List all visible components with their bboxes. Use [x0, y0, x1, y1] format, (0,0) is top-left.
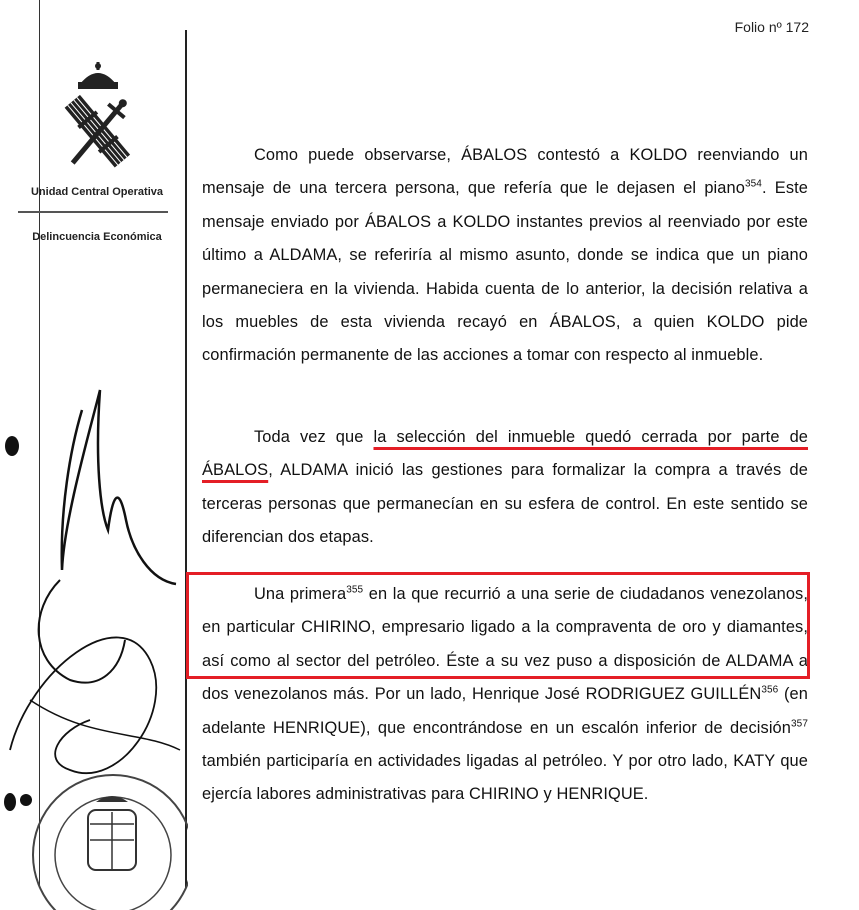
unit-title: Unidad Central Operativa: [30, 186, 164, 198]
paragraph-1-text-a: Como puede observarse, ÁBALOS contestó a KOLDO reenviando un mensaje de una tercera persona, que refería que le dejasen el piano: [202, 146, 808, 198]
footnote-ref-357[interactable]: 357: [791, 718, 808, 730]
footnote-ref-356[interactable]: 356: [761, 684, 779, 696]
footnote-ref-354[interactable]: 354: [744, 178, 762, 190]
paragraph-3-text-d: también participaría en actividades ligadas al petróleo. Y por otro lado, KATY que ejercía labores administrativas para CHIRINO y HENRIQUE.: [202, 752, 808, 804]
paragraph-3-text-a: Una primera: [254, 585, 347, 603]
paragraph-3-text-c: (en adelante HENRIQUE), que encontrándose en un escalón inferior de decisión: [202, 685, 808, 737]
unit-subtitle: Delincuencia Económica: [32, 231, 162, 243]
underlined-highlight: la selección del inmueble quedó cerrada por parte de ÁBALOS: [202, 428, 809, 480]
sidebar-header-divider: [18, 211, 168, 213]
paragraph-1-text-b: . Este mensaje enviado por ÁBALOS a KOLDO instantes previos al reenviado por este último a ALDAMA, se referiría al mismo asunto, donde se indica que un piano permaneciera en la vivienda. Habida cuenta de lo anterior, la decisión relativa a los muebles de esta vivienda recayó en ÁBALOS, a quien KOLDO pide confirmación permanente de las acciones a tomar con respecto al inmueble.: [202, 179, 808, 365]
paragraph-2-text-b: , ALDAMA inició las gestiones para formalizar la compra a través de terceras personas que permanecían en su esfera de control. En este sentido se diferencian dos etapas.: [202, 461, 808, 547]
folio-number: Folio nº 172: [734, 19, 809, 35]
footnote-ref-355[interactable]: 355: [346, 584, 364, 596]
paragraph-2-text-a: Toda vez que: [254, 428, 374, 446]
paragraph-3-text-b: en la que recurrió a una serie de ciudadanos venezolanos, en particular CHIRINO, empresario ligado a la compraventa de oro y diamantes, así como al sector del petróleo. Éste a su vez puso a disposición de ALDAMA a dos venezolanos más. Por un lado, Henrique José RODRIGUEZ GUILLÉN: [202, 585, 809, 704]
paragraph-2: [202, 421, 808, 555]
red-highlight-box: [186, 572, 810, 679]
guardia-civil-emblem-icon: [58, 62, 138, 180]
paragraph-1: [202, 139, 808, 373]
